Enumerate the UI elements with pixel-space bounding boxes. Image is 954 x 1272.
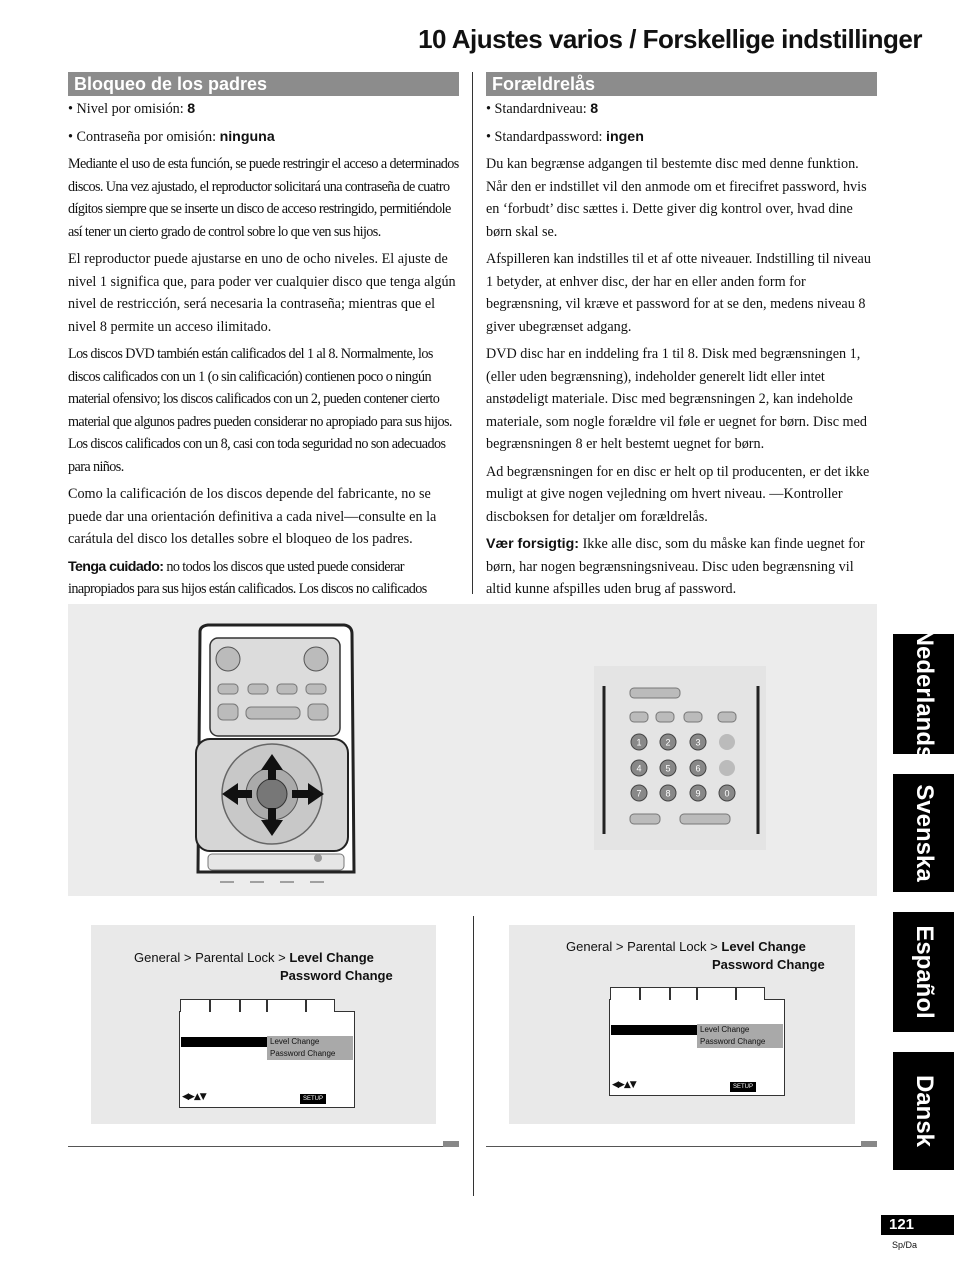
- menu-path-spanish: [134, 949, 393, 985]
- rule-right: [486, 1146, 877, 1147]
- osd-password-change[interactable]: Password Change: [270, 1049, 336, 1058]
- osd-selected-row: [611, 1025, 697, 1035]
- danish-default-level: [486, 98, 877, 121]
- keypad-key-label-8: 8: [665, 788, 671, 799]
- spanish-paragraph-2: El reproductor puede ajustarse en uno de ocho niveles. El ajuste de nivel 1 significa que, para poder ver cualquier disco que tenga algún nivel de restricción, será necesaria la contraseña; mientras que el nivel 8 permite un acceso ilimitado.: [68, 251, 456, 335]
- osd-password-change[interactable]: Password Change: [700, 1037, 766, 1046]
- spanish-default-level: [68, 98, 459, 121]
- spanish-section: [68, 72, 459, 628]
- danish-paragraph-4: Ad begrænsningen for en disc er helt op til producenten, er det ikke muligt at give nogen vejledning om hvert niveau. —Kontroller discboksen for detaljer om forældrelås.: [486, 463, 870, 525]
- rule-left-tab: [443, 1141, 459, 1147]
- keypad-key-label-2: 2: [665, 737, 671, 748]
- danish-paragraph-2: Afspilleren kan indstilles til et af otte niveauer. Indstilling til niveau 1 betyder, at enhver disc, der har en eller anden form for begrænsning, vil kræve et password for at se den, medens niveau 8 giver ubegrænset adgang.: [486, 251, 871, 335]
- spanish-default-password-label: • Contraseña por omisión:: [68, 128, 217, 145]
- osd-tabs: [610, 987, 765, 1000]
- danish-default-password: [486, 126, 877, 149]
- page-title: 10 Ajustes varios / Forskellige indstillinger: [418, 24, 922, 54]
- spanish-default-level-label: • Nivel por omisión:: [68, 101, 184, 117]
- spanish-paragraph-1: Mediante el uso de esta función, se puede restringir el acceso a determinados discos. Una vez ajustado, el reproductor solicitará una contraseña de cuatro dígitos siempre que se inserte un disco de acceso restringido, permitiéndole así tener un cierto grado de control sobre lo que ven sus hijos.: [68, 156, 459, 240]
- path-prefix: General > Parental Lock >: [566, 939, 718, 954]
- tab-svenska-label: Svenska: [910, 784, 938, 882]
- keypad-key-label-5: 5: [665, 763, 671, 774]
- bottom-divider: [473, 916, 474, 1196]
- osd-level-change[interactable]: Level Change: [700, 1025, 750, 1034]
- danish-default-password-value: ingen: [606, 128, 644, 145]
- path-prefix: General > Parental Lock >: [134, 950, 286, 965]
- tab-espanol[interactable]: [893, 912, 954, 1032]
- keypad-key-label-4: 4: [636, 763, 642, 774]
- danish-default-password-label: • Standardpassword:: [486, 128, 603, 145]
- remote-illustration-panel: [68, 604, 877, 896]
- screen-panel-spanish: [91, 925, 436, 1124]
- menu-path-danish: [566, 938, 825, 974]
- keypad-closeup-image: [594, 666, 766, 850]
- rule-right-tab: [861, 1141, 877, 1147]
- danish-default-level-value: 8: [590, 101, 599, 117]
- keypad-key-label-6: 6: [695, 763, 701, 774]
- spanish-default-level-value: 8: [187, 101, 196, 117]
- spanish-paragraph-4: Como la calificación de los discos depende del fabricante, no se puede dar una orientación definitiva a cada nivel—consulte en la carátula del disco los detalles sobre el bloqueo de los padres.: [68, 486, 437, 547]
- path-option-level-change: Level Change: [721, 939, 806, 954]
- spanish-caution-label: Tenga cuidado:: [68, 558, 164, 575]
- language-code: Sp/Da: [892, 1240, 918, 1250]
- osd-selected-row: [181, 1037, 267, 1047]
- danish-caution-label: Vær forsigtig:: [486, 536, 580, 552]
- tab-dansk[interactable]: [893, 1052, 954, 1170]
- osd-screen-spanish: [179, 1011, 355, 1108]
- osd-tabs: [180, 999, 335, 1012]
- tab-espanol-label: Español: [910, 925, 938, 1019]
- danish-default-level-label: • Standardniveau:: [486, 101, 587, 117]
- spanish-default-password: [68, 126, 459, 149]
- keypad-key-label-3: 3: [695, 737, 701, 748]
- osd-submenu: [697, 1024, 783, 1048]
- nav-arrows-icon: ◀▶▲▼: [182, 1092, 206, 1102]
- danish-caution-text: Ikke alle disc, som du måske kan finde uegnet for børn, har nogen begrænsningsniveau. Disc uden begrænsning vil altid kunne afspilles uden brug af password.: [486, 536, 865, 597]
- tab-nederlands[interactable]: [893, 628, 954, 760]
- setup-button[interactable]: SETUP: [730, 1082, 756, 1092]
- spanish-default-password-value: ninguna: [219, 128, 275, 145]
- nav-arrows-icon: ◀▶▲▼: [612, 1080, 636, 1090]
- tab-svenska[interactable]: [893, 774, 954, 892]
- path-option-password-change: Password Change: [712, 957, 825, 972]
- spanish-heading: Bloqueo de los padres: [68, 72, 459, 96]
- path-option-password-change: Password Change: [280, 968, 393, 983]
- danish-caution: [486, 533, 877, 601]
- danish-heading: Forældrelås: [486, 72, 877, 96]
- keypad-key-label-9: 9: [695, 788, 701, 799]
- setup-button[interactable]: SETUP: [300, 1094, 326, 1104]
- osd-screen-danish: [609, 999, 785, 1096]
- spanish-caution-text: no todos los discos que usted puede considerar inapropiados para sus hijos están calificados. Los discos no calificados: [68, 558, 427, 597]
- path-option-level-change: Level Change: [289, 950, 374, 965]
- rule-left: [68, 1146, 459, 1147]
- keypad-key-label-7: 7: [636, 788, 642, 799]
- tab-dansk-label: Dansk: [910, 1074, 938, 1148]
- osd-level-change[interactable]: Level Change: [270, 1037, 320, 1046]
- keypad-key-label-1: 1: [636, 737, 642, 748]
- spanish-paragraph-3: Los discos DVD también están calificados del 1 al 8. Normalmente, los discos calificados con un 1 (o sin calificación) contienen poco o ningún material ofensivo; los discos calificados con un 2, pueden contener cierto material que algunos padres pueden considerar no apropiado para sus hijos. Los discos calificados con un 8, casi con toda seguridad no son adecuados para niños.: [68, 346, 452, 475]
- page-number: 121: [881, 1215, 954, 1235]
- remote-illustration: [68, 604, 877, 896]
- remote-control-image: [196, 625, 354, 882]
- danish-paragraph-3: DVD disc har en inddeling fra 1 til 8. Disk med begrænsningen 1, (eller uden begrænsning), indeholder generelt lidt eller intet anstødeligt materiale. Disc med begrænsningen 2, kan indeholde materiale, som nogle forældre vil føle er uegnet for børn. Disc med begrænsningen 8 er helt bestemt uegnet for børn.: [486, 346, 867, 452]
- screen-panel-danish: [509, 925, 855, 1124]
- danish-section: [486, 72, 877, 606]
- keypad-key-label-0: 0: [724, 788, 730, 799]
- osd-submenu: [267, 1036, 353, 1060]
- column-divider: [472, 72, 473, 594]
- tab-nederlands-label: Nederlands: [910, 628, 938, 760]
- danish-paragraph-1: Du kan begrænse adgangen til bestemte disc med denne funktion. Når den er indstillet vil den anmode om et firecifret password, hvis en ‘forbudt’ disc sættes i. Dette giver dig kontrol over, hvad dine børn skal se.: [486, 156, 867, 240]
